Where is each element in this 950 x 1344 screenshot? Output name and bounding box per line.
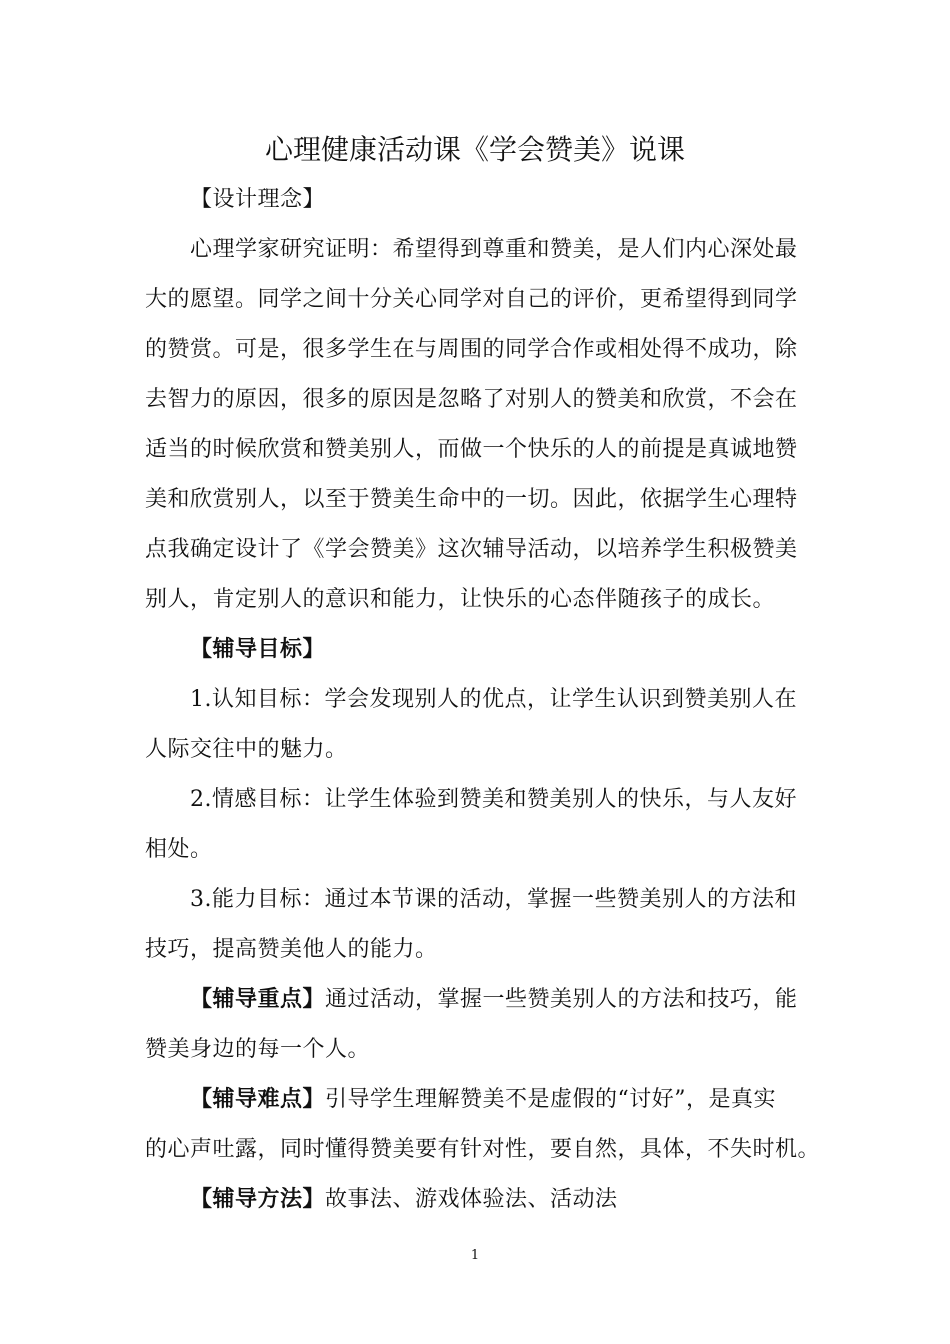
page-number: 1 bbox=[470, 1248, 480, 1263]
goal-3-line: 技巧，提高赞美他人的能力。 bbox=[145, 937, 438, 962]
difficulty-paragraph bbox=[190, 1084, 805, 1116]
design-line: 别人，肯定别人的意识和能力，让快乐的心态伴随孩子的成长。 bbox=[145, 587, 776, 612]
method-text: 故事法、游戏体验法、活动法 bbox=[325, 1187, 618, 1212]
design-line: 美和欣赏别人，以至于赞美生命中的一切。因此，依据学生心理特 bbox=[145, 487, 798, 512]
document-title: 心理健康活动课《学会赞美》说课 bbox=[264, 133, 685, 166]
goal-3-line: 3.能力目标：通过本节课的活动，掌握一些赞美别人的方法和 bbox=[190, 887, 797, 912]
goal-2-line: 2.情感目标：让学生体验到赞美和赞美别人的快乐，与人友好 bbox=[190, 787, 797, 812]
difficulty-heading: 【辅导难点】 bbox=[190, 1087, 326, 1112]
design-line: 的赞赏。可是，很多学生在与周围的同学合作或相处得不成功，除 bbox=[145, 337, 798, 362]
design-line: 适当的时候欣赏和赞美别人，而做一个快乐的人的前提是真诚地赞 bbox=[145, 437, 798, 462]
focus-paragraph bbox=[190, 984, 805, 1016]
difficulty-text: 引导学生理解赞美不是虚假的“讨好”，是真实 bbox=[325, 1087, 777, 1112]
goal-1-line: 1.认知目标：学会发现别人的优点，让学生认识到赞美别人在 bbox=[190, 687, 797, 712]
design-line: 大的愿望。同学之间十分关心同学对自己的评价，更希望得到同学 bbox=[145, 287, 798, 312]
goal-2-line: 相处。 bbox=[145, 837, 213, 862]
design-line: 点我确定设计了《学会赞美》这次辅导活动，以培养学生积极赞美 bbox=[145, 537, 798, 562]
focus-text: 通过活动，掌握一些赞美别人的方法和技巧，能 bbox=[325, 987, 798, 1012]
method-heading: 【辅导方法】 bbox=[190, 1187, 326, 1212]
method-paragraph bbox=[190, 1184, 805, 1216]
difficulty-line: 的心声吐露，同时懂得赞美要有针对性，要自然，具体，不失时机。 bbox=[145, 1137, 821, 1162]
focus-heading: 【辅导重点】 bbox=[190, 987, 326, 1012]
goal-1-line: 人际交往中的魅力。 bbox=[145, 737, 348, 762]
design-line: 去智力的原因，很多的原因是忽略了对别人的赞美和欣赏，不会在 bbox=[145, 387, 798, 412]
design-line: 心理学家研究证明：希望得到尊重和赞美，是人们内心深处最 bbox=[190, 237, 798, 262]
goals-heading: 【辅导目标】 bbox=[190, 637, 326, 662]
design-heading: 【设计理念】 bbox=[190, 187, 326, 212]
focus-line: 赞美身边的每一个人。 bbox=[145, 1037, 371, 1062]
